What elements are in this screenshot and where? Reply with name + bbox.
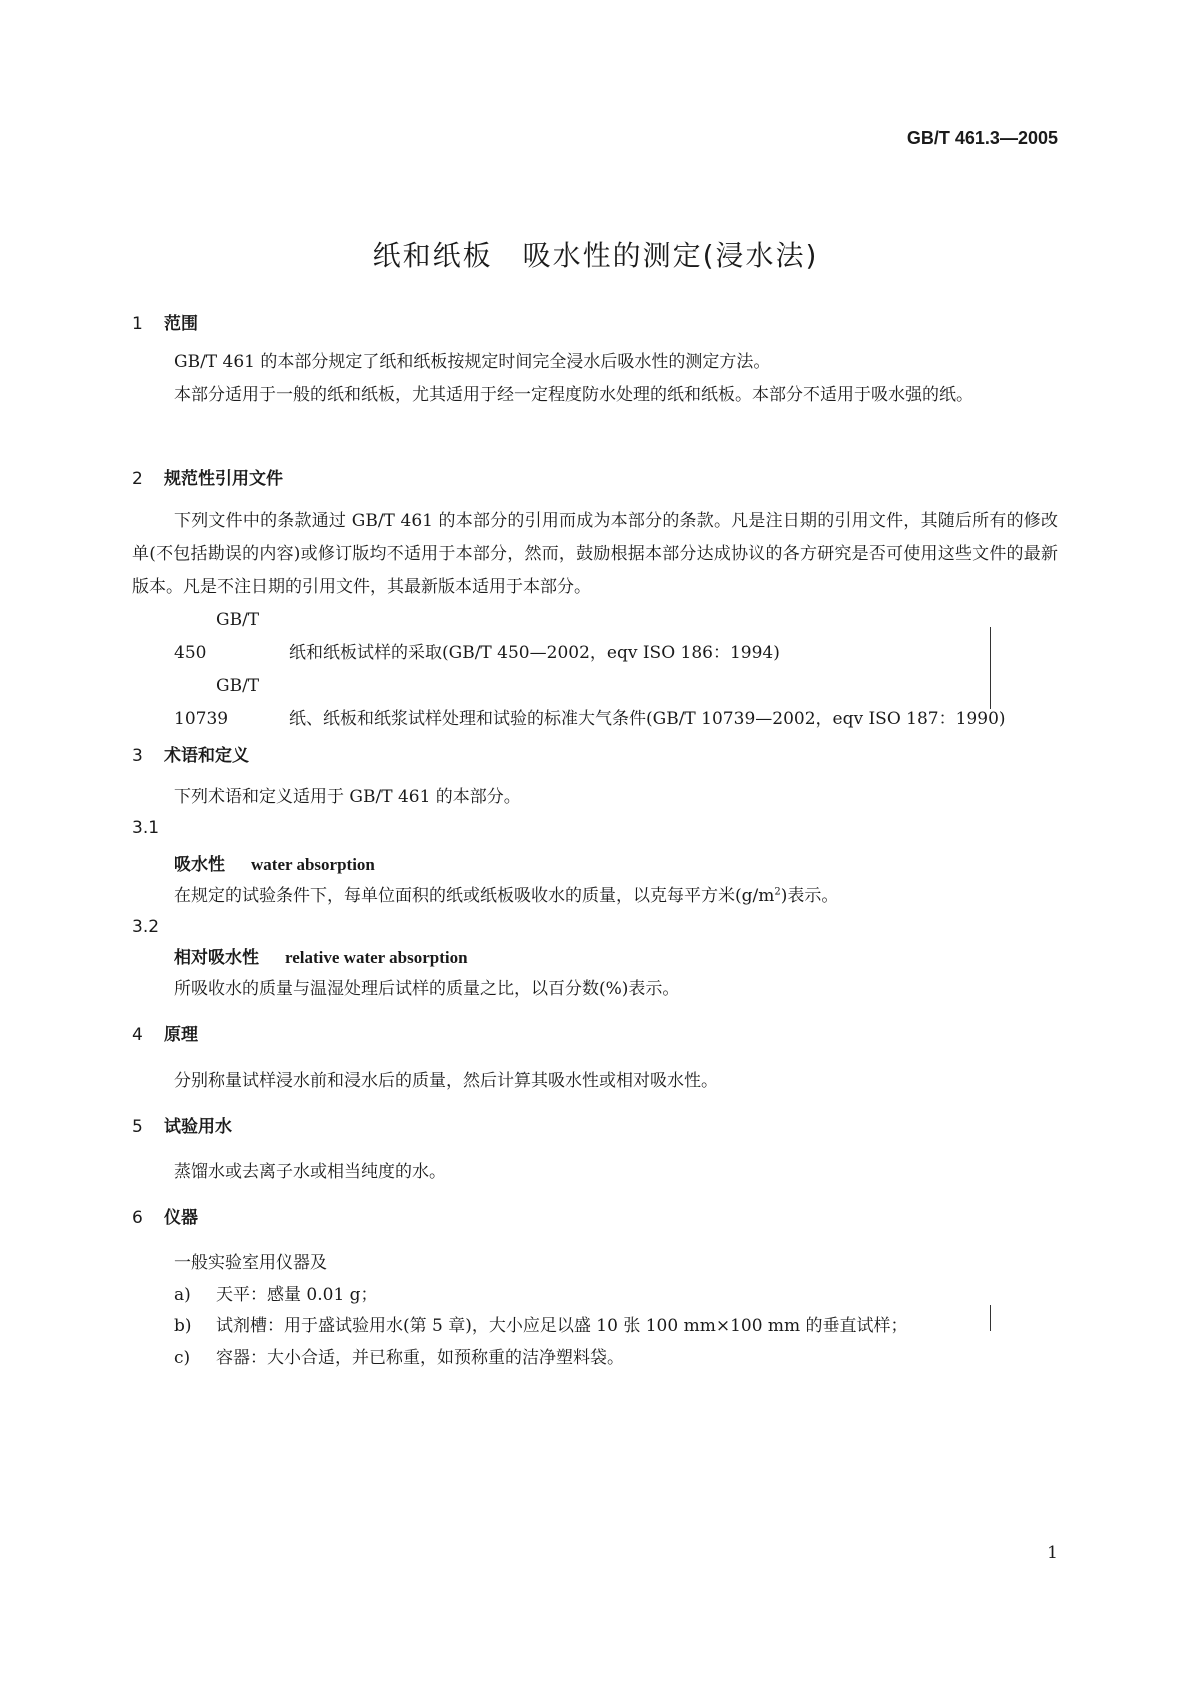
reference-code: GB/T 450 <box>174 610 260 663</box>
section-title: 范围 <box>164 314 198 334</box>
paragraph: GB/T 461 的本部分规定了纸和纸板按规定时间完全浸水后吸水性的测定方法。 <box>174 352 771 372</box>
page-number: 1 <box>1047 1543 1058 1563</box>
document-title: 纸和纸板 吸水性的测定(浸水法) <box>372 239 819 272</box>
section-1-heading <box>132 309 198 334</box>
definition-text: 在规定的试验条件下，每单位面积的纸或纸板吸收水的质量，以克每平方米(g/m <box>174 886 775 906</box>
term-chinese: 相对吸水性 <box>174 948 259 968</box>
term-entry <box>174 850 375 875</box>
list-item <box>174 1280 378 1305</box>
revision-bar <box>990 1305 991 1331</box>
section-number: 4 <box>132 1025 143 1045</box>
section-4-heading <box>132 1020 198 1045</box>
section-title: 仪器 <box>164 1208 198 1228</box>
reference-item <box>132 670 1058 736</box>
section-2-body <box>132 505 1058 736</box>
list-label: a) <box>174 1285 191 1305</box>
reference-code: GB/T 10739 <box>174 676 260 729</box>
list-text: 容器：大小合适，并已称重，如预称重的洁净塑料袋。 <box>216 1348 624 1368</box>
paragraph: 蒸馏水或去离子水或相当纯度的水。 <box>174 1162 446 1182</box>
section-title: 规范性引用文件 <box>164 469 283 489</box>
section-number: 5 <box>132 1117 143 1137</box>
reference-text: 纸和纸板试样的采取(GB/T 450—2002，eqv ISO 186：1994) <box>289 643 780 663</box>
term-entry <box>174 943 468 968</box>
section-2-heading <box>132 464 283 489</box>
paragraph: 分别称量试样浸水前和浸水后的质量，然后计算其吸水性或相对吸水性。 <box>174 1071 718 1091</box>
term-number: 3.2 <box>132 917 160 937</box>
term-definition: 所吸收水的质量与温湿处理后试样的质量之比，以百分数(%)表示。 <box>174 979 680 999</box>
reference-text: 纸、纸板和纸浆试样处理和试验的标准大气条件(GB/T 10739—2002，eqv ISO 187：1990) <box>289 709 1006 729</box>
section-1-body <box>132 346 1058 412</box>
term-definition <box>174 881 838 906</box>
list-label: c) <box>174 1348 191 1368</box>
section-5-heading <box>132 1112 232 1137</box>
section-number: 2 <box>132 469 143 489</box>
section-3-heading <box>132 741 249 766</box>
section-number: 3 <box>132 746 143 766</box>
section-6-heading <box>132 1203 198 1228</box>
list-item <box>174 1311 908 1336</box>
standard-number: GB/T 461.3—2005 <box>906 128 1058 148</box>
revision-bar <box>990 627 991 709</box>
term-english: water absorption <box>251 855 375 874</box>
reference-item <box>132 604 1058 670</box>
section-title: 试验用水 <box>164 1117 232 1137</box>
list-item <box>174 1343 624 1368</box>
paragraph: 下列文件中的条款通过 GB/T 461 的本部分的引用而成为本部分的条款。凡是注日期的引用文件，其随后所有的修改单(不包括勘误的内容)或修订版均不适用于本部分，然而，鼓励根据本部分达成协议的各方研究是否可使用这些文件的最新版本。凡是不注日期的引用文件，其最新版本适用于本部分。 <box>132 511 1058 597</box>
section-number: 6 <box>132 1208 143 1228</box>
list-text: 天平：感量 0.01 g； <box>216 1285 378 1305</box>
term-number: 3.1 <box>132 818 160 838</box>
paragraph: 一般实验室用仪器及 <box>174 1253 327 1273</box>
term-english: relative water absorption <box>285 948 468 967</box>
section-title: 术语和定义 <box>164 746 249 766</box>
section-title: 原理 <box>164 1025 198 1045</box>
list-text: 试剂槽：用于盛试验用水(第 5 章)，大小应足以盛 10 张 100 mm×100 mm 的垂直试样； <box>216 1316 908 1336</box>
list-label: b) <box>174 1316 192 1336</box>
paragraph: 下列术语和定义适用于 GB/T 461 的本部分。 <box>174 787 521 807</box>
paragraph: 本部分适用于一般的纸和纸板，尤其适用于经一定程度防水处理的纸和纸板。本部分不适用于吸水强的纸。 <box>174 385 973 405</box>
definition-text-end: )表示。 <box>780 886 839 906</box>
section-number: 1 <box>132 314 143 334</box>
superscript: 2 <box>774 886 781 898</box>
term-chinese: 吸水性 <box>174 855 225 875</box>
